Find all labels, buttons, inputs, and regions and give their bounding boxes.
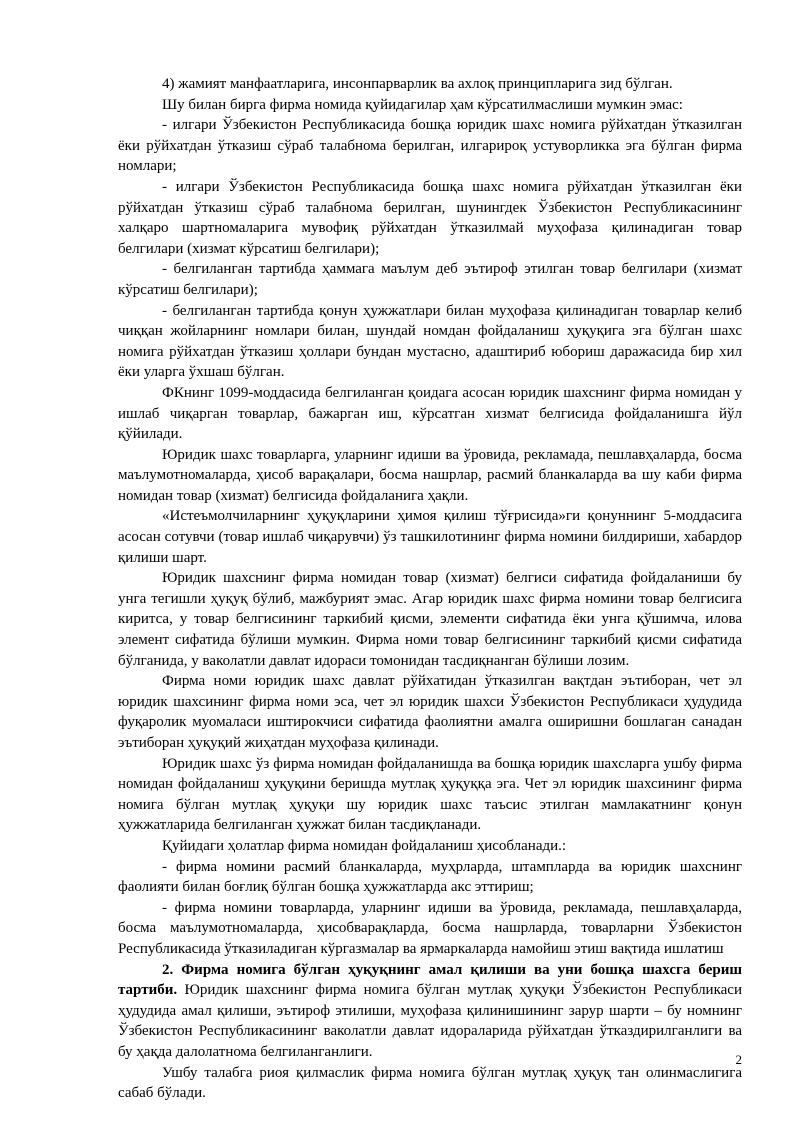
section-heading: 2. Фирма номига бўлган ҳуқуқнинг амал қилиши ва уни бошқа шахсга бериш тартиби. (118, 961, 742, 999)
paragraph: Қуйидаги ҳолатлар фирма номидан фойдаланиш ҳисобланади.: (162, 837, 567, 854)
paragraph: Юридик шахс товарларга, уларнинг идиши ва ўровида, рекламада, пешлавҳаларда, босма маълумотномаларда, ҳисоб варақалари, босма нашрлар, расмий бланкаларда ва шу каби фирма номидан товар (хизмат) белгисида фойдаланига ҳақли. (118, 446, 742, 504)
page-number: 2 (735, 1052, 742, 1067)
list-item: - фирма номини расмий бланкаларда, муҳрларда, штампларда ва юридик шахснинг фаолияти билан боғлиқ бўлган бошқа ҳужжатларда акс эттириш; (118, 858, 742, 896)
document-body (118, 74, 742, 1104)
section-text: Юридик шахснинг фирма номига бўлган мутлақ ҳуқуқи Ўзбекистон Республикаси ҳудудида амал қилиши, эътироф этилиши, муҳофаза қилинишининг зарур шарти – бу номнинг Ўзбекистон Республикасининг ваколатли давлат идораларида рўйхатдан ўтказдирилганлиги ва бу ҳақда далолатнома белгиланганлиги. (118, 982, 742, 1060)
paragraph: Фирма номи юридик шахс давлат рўйхатидан ўтказилган вақтдан эътиборан, чет эл юридик шахсининг фирма номи эса, чет эл юридик шахси Ўзбекистон Республикаси ҳудудида фуқаролик муомаласи иштирокчиси сифатида фаолиятни амалга оширишни бошлаган санадан эътиборан ҳуқуқий жиҳатдан муҳофаза қилинади. (118, 673, 742, 751)
section-paragraph (118, 960, 742, 1063)
paragraph: «Истеъмолчиларнинг ҳуқуқларини ҳимоя қилиш тўғрисида»ги қонуннинг 5-моддасига асосан сотувчи (товар ишлаб чиқарувчи) ўз ташкилотининг фирма номини билдириши, хабардор қилиши шарт. (118, 508, 742, 566)
paragraph: Шу билан бирга фирма номида қуйидагилар ҳам кўрсатилмаслиши мумкин эмас: (162, 96, 683, 113)
list-item: - белгиланган тартибда қонун ҳужжатлари билан муҳофаза қилинадиган товарлар келиб чиққан жойларнинг номлари билан, шундай номдан фойдаланиш ҳуқуқига эга бўлган шахс номига рўйхатдан ўтказиш ҳоллари бундан мустасно, адаштириб юбориш даражасида бир хил ёки уларга ўхшаш бўлган. (118, 302, 742, 381)
list-item: - фирма номини товарларда, уларнинг идиши ва ўровида, рекламада, пешлавҳаларда, босма маълумотномаларда, ҳисобварақларда, босма нашрларда, товарларни Ўзбекистон Республикасида ўтказиладиган кўргазмалар ва ярмаркаларда намойиш этиш вақтида ишлатиш (118, 899, 742, 957)
paragraph: ФКнинг 1099-моддасида белгиланган қоидага асосан юридик шахснинг фирма номидан у ишлаб чиқарган товарлар, бажарган иш, кўрсатган хизмат белгисида фойдаланишга йўл қўйилади. (118, 384, 742, 443)
list-item: - илгари Ўзбекистон Республикасида бошқа юридик шахс номига рўйхатдан ўтказилган ёки рўйхатдан ўтказиш сўраб талабнома берилган, илгарироқ устуворликка эга бўлган фирма номлари; (118, 117, 742, 175)
paragraph: Юридик шахснинг фирма номидан товар (хизмат) белгиси сифатида фойдаланиши бу унга тегишли ҳуқуқ бўлиб, мажбурият эмас. Агар юридик шахс фирма номини товар белгисига киритса, у товар белгисининг таркибий қисми, элементи сифатида ёки унга қўшимча, илова элемент сифатида бўлиши мумкин. Фирма номи товар белгисининг таркибий қисми сифатида бўлганида, у ваколатли давлат идораси томонидан тасдиқнанган бўлиши лозим. (118, 570, 742, 669)
list-item: - илгари Ўзбекистон Республикасида бошқа шахс номига рўйхатдан ўтказилган ёки рўйхатдан ўтказиш сўраб талабнома берилган, шунингдек Ўзбекистон Республикасининг халқаро шартномаларига мувофиқ рўйхатдан ўтказилмай муҳофаза қилинадиган товар белгилари (хизмат кўрсатиш белгилари); (118, 178, 742, 257)
paragraph: 4) жамият манфаатларига, инсонпарварлик ва ахлоқ принципларига зид бўлган. (162, 76, 673, 92)
paragraph: Ушбу талабга риоя қилмаслик фирма номига бўлган мутлақ ҳуқуқ тан олинмаслигига сабаб бўлади. (118, 1064, 742, 1102)
paragraph: Юридик шахс ўз фирма номидан фойдаланишда ва бошқа юридик шахсларга ушбу фирма номидан фойдаланиш ҳуқуқини беришда мутлақ ҳуқуққа эга. Чет эл юридик шахсининг фирма номига бўлган мутлақ ҳуқуқи шу юридик шахс таъсис этилган мамлакатнинг қонун ҳужжатларида белгиланган ҳужжат билан тасдиқланади. (118, 755, 742, 834)
list-item: - белгиланган тартибда ҳаммага маълум деб эътироф этилган товар белгилари (хизмат кўрсатиш белгилари); (118, 261, 742, 298)
